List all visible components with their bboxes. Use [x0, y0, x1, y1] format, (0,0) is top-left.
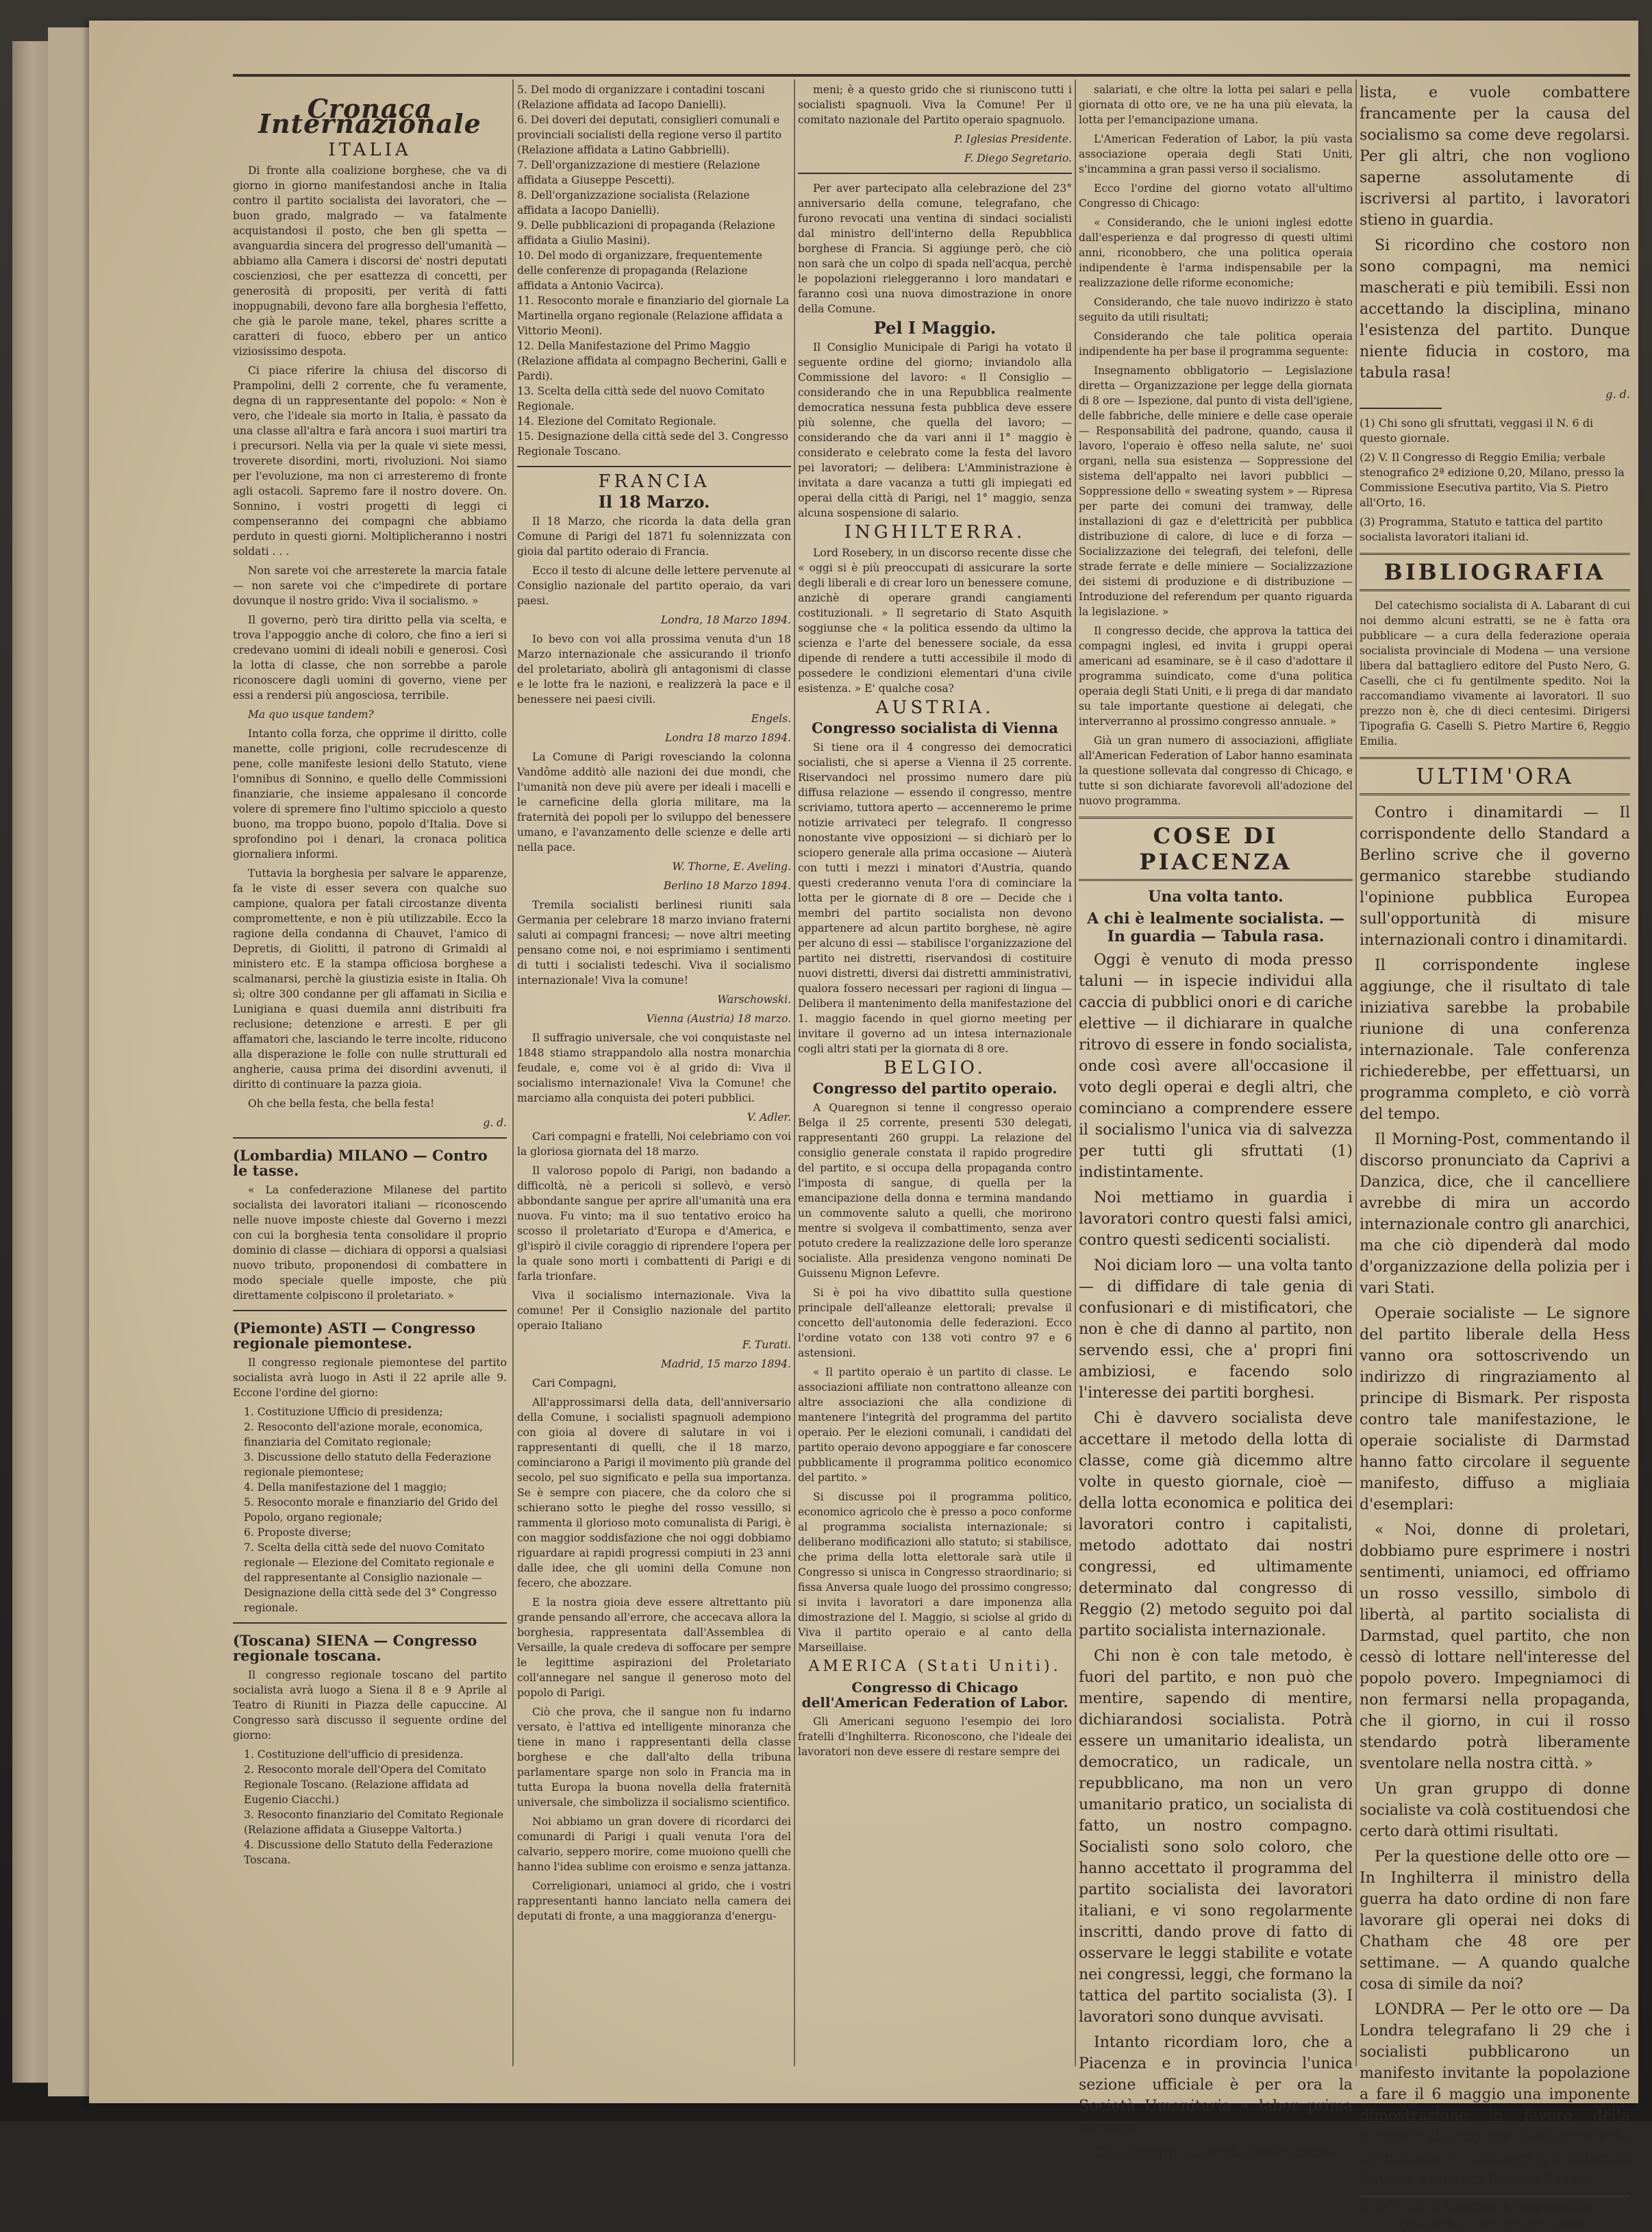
article-paragraph: Io bevo con voi alla prossima venuta d'un 18 Marzo internazionale che assicurando il trionfo del proletariato, abolirà gli antagonismi di classe e le lotte fra le nazioni, e realizzerà la pace e il benessere nei paesi civili. [517, 633, 791, 706]
article-paragraph: Di fronte alla coalizione borghese, che va di giorno in giorno manifestandosi anche in Italia contro il partito socialista dei lavoratori, che — buon grado, malgrado — va fatalmente acquistandosi il posto, che ben gli spetta — avanguardia sincera del progresso dell'umanità — abbiamo alla Camera i discorsi de' nostri deputati coscienziosi, che per esattezza di concetti, per generosità di propositi, per verità di fatti inoppugnabili, devono fare alla borghesia l'effetto, che già le parole mane, tekel, phares scritte a caratteri di fuoco, ebbero per un antico viziosissimo despota. [233, 164, 507, 358]
dateline: Vienna (Austria) 18 marzo. [646, 1013, 791, 1025]
article-paragraph: Il congresso decide, che approva la tattica dei compagni inglesi, ed invita i gruppi operai americani ad esaminare, se è il caso d'adottare il programma suindicato, come d'una politica operaia degli Stati Uniti, e li prega di dar mandato su tale importante questione ai delegati, che interverranno al prossimo congresso annuale. » [1079, 625, 1353, 728]
article-paragraph: Il suffragio universale, che voi conquistaste nel 1848 stiamo strappandolo alla nostra monarchia feudale, e, come voi è al grido di: Viva il socialismo internazionale! Viva la Comune! che marciamo alla conquista dei poteri pubblici. [517, 1032, 791, 1104]
dateline: Berlino 18 Marzo 1894. [663, 880, 791, 892]
article-paragraph: Il congresso regionale toscano del partito socialista avrà luogo a Siena il 8 e 9 Aprile al Teatro di Riuniti in Piazza delle capuccine. Al Congresso sarà discusso il seguente ordine del giorno: [233, 1669, 507, 1741]
article-paragraph: Si discusse poi il programma politico, economico agricolo che è presso a poco conforme al programma socialista internazionale; si deliberano modificazioni allo statuto; si stabilisce, che prima della lotta elettorale sarà utile il Congresso si unisca in Congresso straordinario; si fissa Anversa quale luogo del prossimo congresso; si invita i lavoratori a dare imponenza alla dimostrazione del I. Maggio, si sciolse al grido di Viva il partito operaio e al canto della Marseillaise. [798, 1491, 1072, 1654]
list-item: 15. Designazione della città sede del 3. Congresso Regionale Toscano. [517, 430, 788, 458]
section-title: Cronaca Internazionale [258, 93, 481, 139]
footnote: (2) V. Il Congresso di Reggio Emilia; verbale stenografico 2ª edizione 0,20, Milano, presso la Commissione Esecutiva partito, Via S. Pietro all'Orto, 16. [1360, 451, 1625, 509]
footnote: (3) Programma, Statuto e tattica del partito socialista lavoratori italiani id. [1360, 515, 1603, 543]
article-paragraph: Viva il socialismo internazionale. Viva la comune! Per il Consiglio nazionale del partito operaio Italiano [517, 1289, 791, 1332]
divider [1360, 408, 1442, 409]
article-heading-asti: (Piemonte) ASTI — Congresso regionale piemontese. [233, 1319, 476, 1352]
article-paragraph: Il Consiglio Municipale di Parigi ha votato il seguente ordine del giorno; inviandolo alla Commissione del lavoro: « Il Consiglio — considerando che in una Repubblica realmente democratica nessuna festa pubblica deve essere più solenne, che quella del lavoro; — considerando che da vari anni il 1° maggio è considerato e celebrato come la festa del lavoro pei lavoratori; — delibera: L'Amministrazione è invitata a dare vacanza a tutti gli impiegati ed operai della città di Parigi, nel 1° maggio, senza alcuna sospensione di salario. [798, 341, 1072, 519]
signature: g. d. [483, 1117, 507, 1129]
editor-imprint: G. DOUGLAS, Direttore e Responsabile. [1360, 2196, 1630, 2214]
signature: F. Diego Segretario. [964, 152, 1072, 164]
article-subheading: Pel I Maggio. [873, 318, 997, 338]
column-separator [512, 79, 514, 2066]
article-paragraph: Il governo, però tira diritto pella via scelta, e trova l'appoggio anche di coloro, che fino a ieri si credevano uomini di ideali nobili e generosi. Così la lotta di classe, che non sorrebbe a parole riconoscere dagli uomini di governo, viene per essi a rendersi più angosciosa, terribile. [233, 614, 507, 702]
section-heading-piacenza: COSE DI PIACENZA [1079, 817, 1353, 881]
column-2 [517, 82, 791, 2069]
article-paragraph: Noi abbiamo un gran dovere di ricordarci dei comunardi di Parigi i quali venuta l'ora del calvario, seppero morire, come muoiono quelli che hanno l'idea sublime con eroismo e senza jattanza. [517, 1815, 791, 1873]
article-paragraph: Cari compagni e fratelli, Noi celebriamo con voi la gloriosa giornata del 18 marzo. [517, 1130, 791, 1158]
article-paragraph: Intanto colla forza, che opprime il diritto, colle manette, colle prigioni, colle recrudescenze di pene, colle manifeste lesioni dello Statuto, viene l'omnibus di Sonnino, e quello delle Commissioni finanziarie, che insieme appalesano il concorde volere di spremere fino l'ultimo spicciolo a questo buono, ma troppo buono, popolo d'Italia. Dove si sprofondino poi i denari, la cronaca politica giornaliera informi. [233, 728, 507, 860]
article-paragraph: Oh che bella festa, che bella festa! [248, 1098, 435, 1110]
signature: Engels. [751, 712, 791, 725]
column-4 [1079, 82, 1353, 2161]
list-item: 2. Resoconto dell'azione morale, economica, finanziaria del Comitato regionale; [244, 1421, 484, 1448]
country-heading-austria: AUSTRIA. [875, 697, 994, 718]
list-item: 5. Resoconto morale e finanziario del Grido del Popolo, organo regionale; [244, 1496, 498, 1524]
article-paragraph: « Noi, donne di proletari, dobbiamo pure esprimere i nostri sentimenti, uniamoci, ed offriamo un rosso vessillo, simbolo di libertà, al partito socialista di Darmstad, quel partito, che non cessò di lottare nell'interesse del popolo povero. Impegniamoci di non fermarsi nella propaganda, che il giorno, in cui il rosso stendardo potrà liberamente sventolare nella nostra città. » [1360, 1522, 1630, 1772]
list-item: 7. Scelta della città sede del nuovo Comitato regionale — Elezione del Comitato regionale e del rappresentante al Consiglio nazionale — Designazione della città sede del 3° Congresso regionale. [244, 1541, 497, 1614]
dateline: Londra, 18 Marzo 1894. [660, 614, 791, 626]
divider [233, 1137, 507, 1139]
list-item: 6. Proposte diverse; [244, 1526, 351, 1539]
article-paragraph: Gli Americani seguono l'esempio dei loro fratelli d'Inghilterra. Riconoscono, che l'ideale dei lavoratori non deve essere di restare sempre dei [798, 1715, 1072, 1758]
column-separator [1355, 79, 1357, 2066]
list-item: 12. Della Manifestazione del Primo Maggio (Relazione affidata al compagno Becherini, Galli e Pardi). [517, 340, 787, 382]
article-paragraph: Considerando che tale politica operaia indipendente ha per base il programma seguente: [1079, 330, 1353, 358]
article-paragraph: Noi diciam loro — una volta tanto — di diffidare di tale genia di confusionari e di mistificatori, che non è che di danno al partito, non servendo essi, che a' propri fini ambiziosi, e facendo solo l'interesse dei partiti borghesi. [1079, 1257, 1353, 1402]
list-item: 3. Resoconto finanziario del Comitato Regionale (Relazione affidata a Giuseppe Valtorta.) [244, 1809, 504, 1836]
signature: F. Turati. [742, 1339, 791, 1351]
article-paragraph: « Considerando, che le unioni inglesi edotte dall'esperienza e dal progresso di questi ultimi anni, riconobbero, che una politica operaia indipendente è l'arma indispensabile per la realizzazione delle riforme economiche; [1079, 216, 1353, 289]
article-subheading: Il 18 Marzo. [598, 492, 710, 512]
article-paragraph: Intanto ricordiam loro, che a Piacenza e in provincia l'unica sezione ufficiale è per ora la Società Umanitaria « labor prima virtus ». [1079, 2034, 1353, 2136]
article-paragraph: Ecco l'ordine del giorno votato all'ultimo Congresso di Chicago: [1079, 182, 1353, 210]
list-item: 4. Discussione dello Statuto della Federazione Toscana. [244, 1839, 493, 1866]
article-paragraph: Ciò che prova, che il sangue non fu indarno versato, è l'attiva ed intelligente minoranza che tiene in mano i rappresentanti della classe borghese e che dall'alto della tribuna parlamentare sparge non solo in Francia ma in tutta Europa la buona novella della fraternità universale, che simbolizza il socialismo scientifico. [517, 1706, 791, 1809]
article-paragraph: lista, e vuole combattere francamente per la causa del socialismo sa come deve regolarsi. Per gli altri, che non vogliono saperne assolutamente di iscriversi al partito, i lavoratori stieno in guardia. [1360, 84, 1630, 229]
article-paragraph: La Comune di Parigi rovesciando la colonna Vandôme additò alle nazioni dei due mondi, che l'umanità non deve più avere per ideali i macelli e le carneficine della gloria militare, ma la fraternità dei popoli per lo sviluppo del benessere umano, e l'avanzamento delle scienze e delle arti nella pace. [517, 751, 791, 854]
footnote: (1) Chi sono gli sfruttati, veggasi il N. 6 di questo giornale. [1360, 417, 1594, 445]
list-item: 3. Discussione dello statuto della Federazione regionale piemontese; [244, 1451, 492, 1478]
article-paragraph: Già un gran numero di associazioni, affigliate all'American Federation of Labor hanno esaminata la questione sollevata dal congresso di Chicago, e tutte si son dichiarate favorevoli all'adozione del nuovo programma. [1079, 734, 1353, 807]
column-separator [1075, 79, 1076, 2066]
country-heading-inghilterra: INGHILTERRA. [844, 522, 1026, 543]
list-item: 8. Dell'organizzazione socialista (Relazione affidata a Iacopo Danielli). [517, 189, 750, 216]
article-subheading: Una volta tanto. [1148, 888, 1284, 906]
signature: Warschowski. [717, 993, 791, 1006]
divider [233, 1310, 507, 1311]
section-heading-bibliografia: BIBLIOGRAFIA [1360, 553, 1630, 591]
divider [233, 1622, 507, 1624]
article-paragraph: Il valoroso popolo di Parigi, non badando a difficoltà, nè a pericoli si sollevò, e versò abbondante sangue per aprire all'umanità una era nuova. Fu vinto; ma il suo tentativo eroico ha scosso il proletariato d'Europa e d'America, e gl'ispirò il civile coraggio di riprendere l'opera per la quale sono morti i combattenti di Parigi e di farla trionfare. [517, 1165, 791, 1282]
article-subheading: Congresso socialista di Vienna [811, 719, 1059, 736]
list-item: 14. Elezione del Comitato Regionale. [517, 415, 716, 427]
article-subheading: Congresso del partito operaio. [812, 1080, 1057, 1097]
article-subheading: A chi è lealmente socialista. — In guardia — Tabula rasa. [1087, 910, 1344, 945]
article-paragraph: Il congresso regionale piemontese del partito socialista avrà luogo in Asti il 22 aprile alle 9. Eccone l'ordine del giorno: [233, 1356, 507, 1399]
divider [517, 466, 791, 467]
article-paragraph: meni; è a questo grido che si riuniscono tutti i socialisti spagnuoli. Viva la Comune! Per il comitato nazionale del Partito operaio spagnuolo. [798, 84, 1072, 126]
printer-imprint: Tipografia Coop. fra gli Operai. [1397, 2218, 1593, 2232]
article-paragraph: Il Morning-Post, commentando il discorso pronunciato da Caprivi a Danzica, dice, che il cancelliere avrebbe di mira un accordo internazionale contro gli anarchici, ma che ciò dipenderà dal modo d'organizzazione della polizia per i vari Stati. [1360, 1131, 1630, 1297]
article-paragraph: Ci piace riferire la chiusa del discorso di Prampolini, delli 2 corrente, che fu veramente, degna di un rappresentante del popolo: « Non è vero, che l'ideale sia morto in Italia, è passato da una classe all'altra e farà ancora i suoi martiri tra i precursori. Nella via per la quale vi siete messi, troverete disordini, morti, rivoluzioni. Noi siamo per l'evoluzione, ma non ci arresteremo di fronte agli ostacoli. Sapremo fare il nostro dovere. On. Sonnino, i vostri progetti di leggi ci compenseranno dei compagni che abbiamo perduto in questi giorni. Moltiplicheranno i nostri soldati . . . [233, 364, 507, 558]
article-paragraph: LONDRA — Per le otto ore — Da Londra telegrafano li 29 che i socialisti pubblicarono un manifesto invitante la popolazione a fare il 6 maggio una imponente dimostrazione in favore della giornata di otto ore. Nel manifesto si indicano i vantaggi già ottenuti dove la giornata fu così fissata. [1360, 2001, 1630, 2188]
article-paragraph: Un gran gruppo di donne socialiste va colà costituendosi che certo darà ottimi risultati. [1360, 1781, 1630, 1840]
list-item: 6. Dei doveri dei deputati, consiglieri comunali e provinciali socialisti della regione verso il partito (Relazione affidata a Latino Gabbrielli). [517, 114, 781, 156]
article-paragraph: Chi è davvero socialista deve accettare il metodo della lotta di classe, come già dicemmo altre volte in questo giornale, cioè — della lotta economica e politica dei lavoratori contro i capitalisti, metodo adottato dai nostri congressi, ed ultimamente determinato dal congresso di Reggio (2) metodo seguito poi dal partito socialista internazionale. [1079, 1410, 1353, 1639]
article-subheading: Congresso di Chicago dell'American Federation of Labor. [801, 1679, 1068, 1711]
signature: V. Adler. [747, 1111, 791, 1124]
asti-agenda-list [244, 1404, 507, 1615]
dateline: Londra 18 marzo 1894. [665, 732, 791, 744]
article-paragraph: Per aver partecipato alla celebrazione del 23° anniversario della comune, telegrafano, che furono revocati una ventina di sindaci socialisti dal ministro dell'interno della Repubblica borghese di Francia. Si aggiunge però, che ciò non sarà che un colpo di spada nell'acqua, perchè le popolazioni rieleggeranno i loro mandatari e faranno così una nuova dimostrazione in onore della Comune. [798, 182, 1072, 315]
article-heading-milano: (Lombardia) MILANO — Contro le tasse. [233, 1147, 488, 1179]
article-paragraph: Il 18 Marzo, che ricorda la data della gran Comune di Parigi del 1871 fu solennizzata con gioia dal partito oderaio di Francia. [517, 515, 791, 558]
list-item: 1. Costituzione dell'ufficio di presidenza. [244, 1748, 464, 1761]
divider [798, 173, 1072, 174]
article-paragraph: Tremila socialisti berlinesi riuniti sala Germania per celebrare 18 marzo inviano fraterni saluti ai compagni francesi; — nove altri meeting pensano come noi, e noi esprimiamo i sentimenti di tutti i socialisti tedeschi. Viva il socialismo internazionale! Viva la comune! [517, 899, 791, 987]
article-paragraph: Per la questione delle otto ore — In Inghilterra il ministro della guerra ha dato ordine di non fare lavorare gli operai nei doks di Chatham che 48 ore per settimane. — A quando qualche cosa di simile da noi? [1360, 1848, 1630, 1993]
article-paragraph: Chi non è con tale metodo, è fuori del partito, e non può che mentire, sapendo di mentire, dichiarandosi socialista. Potrà essere un umanitario idealista, un democratico, un radicale, un repubblicano, ma non un vero umanitario pratico, un socialista di fatto, un nostro compagno. Socialisti sono solo coloro, che hanno accettato il programma del partito socialista dei lavoratori italiani, e vi sono regolarmente inscritti, dando prove di fatto di osservare le leggi stabilite e votate nei congressi, leggi, che formano la tattica del partito socialista (3). I lavoratori sono dunque avvisati. [1079, 1648, 1353, 2026]
list-item: 5. Del modo di organizzare i contadini toscani (Relazione affidata ad Iacopo Danielli). [517, 84, 765, 111]
signature: P. Iglesias Presidente. [954, 133, 1072, 145]
article-paragraph: Non sarete voi che arresterete la marcia fatale — non sarete voi che c'impedirete di portare dovunque il nostro grido: Viva il socialismo. » [233, 565, 507, 607]
article-heading-siena: (Toscana) SIENA — Congresso regionale toscana. [233, 1632, 477, 1664]
article-paragraph: Del catechismo socialista di A. Labarant di cui noi demmo alcuni estratti, se ne è fatta ora pubblicare — a cura della federazione operaia socialista provinciale di Modena — una versione libera dal battagliero editore del Pusto Nero, G. Caselli, che ci fu gentilmente spedito. Noi la raccomandiamo vivamente ai lavoratori. Il suo prezzo non è, che di dieci centesimi. Dirigersi Tipografia G. Caselli S. Pietro Martire 6, Reggio Emilia. [1360, 599, 1630, 747]
article-paragraph: E la nostra gioia deve essere altrettanto più grande pensando all'errore, che accecava allora la borghesia, rappresentata dall'Assemblea di Versaille, la quale credeva di soffocare per sempre le legittime aspirazioni del Proletariato coll'annegare nel sangue il generoso moto del popolo di Parigi. [517, 1596, 791, 1699]
article-paragraph: A Quaregnon si tenne il congresso operaio Belga il 25 corrente, presenti 530 delegati, rappresentanti 260 gruppi. La relazione del consiglio generale constata il rapido progredire del partito, e si occupa della propaganda contro l'imposta di sangue, di quella per la emancipazione della donna e termina mandando un commovente saluto a quelli, che morirono mentre si svolgeva il combattimento, senza aver potuto credere la realizzazione delle loro speranze socialiste. Alla presidenza vengono nominati De Guissenu Mignon Lefevre. [798, 1102, 1072, 1280]
article-paragraph: Chi dunque si sente leale socia- [1094, 2144, 1336, 2161]
dateline: Madrid, 15 marzo 1894. [661, 1358, 791, 1370]
top-rule [233, 74, 1630, 77]
article-paragraph: Si ricordino che costoro non sono compagni, ma nemici mascherati e più temibili. Essi non accettando la disciplina, minano l'esistenza del partito. Dunque niente fiducia in costoro, ma tabula rasa! [1360, 237, 1630, 382]
country-heading-america: AMERICA (Stati Uniti). [808, 1658, 1062, 1675]
column-3 [798, 82, 1072, 2069]
article-paragraph: Si è poi ha vivo dibattito sulla questione principale dell'alleanze elettorali; prevalse il concetto dell'autonomia delle federazioni. Ecco l'ordine votato con 138 voti contro 97 e 6 astensioni. [798, 1287, 1072, 1359]
list-item: 2. Resoconto morale dell'Opera del Comitato Regionale Toscano. (Relazione affidata ad Eugenio Ciacchi.) [244, 1763, 486, 1806]
list-item: 11. Resoconto morale e finanziario del giornale La Martinella organo regionale (Relazione affidata a Vittorio Meoni). [517, 295, 789, 337]
signature: g. d. [1605, 388, 1630, 401]
article-paragraph: « La confederazione Milanese del partito socialista dei lavoratori italiani — riconoscendo nelle nuove imposte chieste dal Governo i mezzi con cui la borghesia tenta consolidare il proprio dominio di classe — dichiara di opporsi a qualsiasi nuovo tributo, proponendosi di combattere in modo speciale quelle imposte, che più direttamente colpiscono il proletariato. » [233, 1184, 507, 1302]
article-paragraph: Operaie socialiste — Le signore del partito liberale della Hess vanno ora sottoscrivendo un indirizzo di ringraziamento al principe di Bismark. Per risposta contro tale manifestazione, le operaie socialiste di Darmstad hanno fatto circolare il seguente manifesto, diffuso a migliaia d'esemplari: [1360, 1305, 1630, 1513]
article-paragraph: Correligionari, uniamoci al grido, che i vostri rappresentanti hanno lanciato nella camera dei deputati di fronte, a una maggioranza d'energu- [517, 1880, 791, 1922]
article-paragraph: Oggi è venuto di moda presso taluni — in ispecie individui alla caccia di pubblici onori e di cariche elettive — il dichiarare in qualche ritrovo di essere in fondo socialista, onde così avere all'occasione il voto degli operai e degli altri, che cominciano a comprendere essere il socialismo l'unica via di salvezza per tutti gli sfruttati (1) indistintamente. [1079, 952, 1353, 1181]
article-paragraph: Il corrispondente inglese aggiunge, che il risultato di tale iniziativa sarebbe la probabile riunione di una conferenza internazionale. Tale conferenza richiederebbe, per effettuarsi, un programma completo, e ciò vorrà del tempo. [1360, 957, 1630, 1123]
article-paragraph: Cari Compagni, [532, 1377, 617, 1389]
article-paragraph: Ma quo usque tandem? [248, 708, 374, 721]
siena-agenda-continued [517, 82, 791, 459]
section-heading-ultimora: ULTIM'ORA [1360, 757, 1630, 795]
article-paragraph: salariati, e che oltre la lotta pei salari e pella giornata di otto ore, ve ne ha una più elevata, la lotta per l'emancipazione umana. [1079, 84, 1353, 126]
list-item: 9. Delle pubblicazioni di propaganda (Relazione affidata a Giulio Masini). [517, 219, 775, 247]
article-paragraph: Noi mettiamo in guardia i lavoratori contro questi falsi amici, contro questi sedicenti socialisti. [1079, 1189, 1353, 1249]
siena-agenda-list [244, 1747, 507, 1868]
column-separator [794, 79, 795, 2066]
article-paragraph: Ecco il testo di alcune delle lettere pervenute al Consiglio nazionale del partito operaio, da vari paesi. [517, 565, 791, 607]
signature: W. Thorne, E. Aveling. [672, 860, 791, 873]
column-5 [1360, 82, 1630, 2232]
list-item: 7. Dell'organizzazione di mestiere (Relazione affidata a Giuseppe Pescetti). [517, 159, 760, 186]
list-item: 4. Della manifestazione del 1 maggio; [244, 1481, 447, 1493]
article-paragraph: Contro i dinamitardi — Il corrispondente dello Standard a Berlino scrive che il governo germanico starebbe studiando l'opinione pubblica Europea sull'opportunità di misure internazionali contro i dinamitardi. [1360, 804, 1630, 949]
article-paragraph: « Il partito operaio è un partito di classe. Le associazioni affiliate non contrattono alleanze con altre associazioni che alla condizione di mantenere l'integrità del programma del partito operaio. Per le elezioni comunali, i candidati del partito operaio devono appoggiare e far conoscere pubblicamente il programma politico economico del partito. » [798, 1366, 1072, 1484]
list-item: 1. Costituzione Ufficio di presidenza; [244, 1406, 443, 1418]
article-paragraph: Si tiene ora il 4 congresso dei democratici socialisti, che si aperse a Vienna il 25 corrente. Riservandoci nel prossimo numero dare più diffusa relazione — essendo il congresso, mentre scriviamo, tuttora aperto — accenneremo le prime notizie arrivateci per telegrafo. Il congresso nonostante vive opposizioni — si dichiarò per lo sciopero generale alla prima occasione — Aiuterà con tutti i mezzi i minatori d'Austria, quando questi crederanno venuta l'ora di cominciare la lotta per le giornate di 8 ore — Decide che i membri del partito socialista non devono appartenere ad alcun partito borghese, nè agire per alcuno di essi — stabilisce l'organizzazione del partito nei distretti, riservandosi di costituire nuovi distretti, diversi dai distretti amministrativi, qualora fossero necessari per ragioni di lingua — Delibera il mantenimento della manifestazione del 1. maggio facendo in quel giorno meeting per invitare il governo ad un intesa internazionale cogli altri stati per la giornata di 8 ore. [798, 741, 1072, 1055]
article-paragraph: Tuttavia la borghesia per salvare le apparenze, fa le viste di esser severa con qualche suo campione, qualora per fatali circostanze diventa compromettente, e non è più utilizzabile. Ecco la ragione della condanna di Chauvet, l'amico di Depretis, di Giolitti, il patrono di Grimaldi al ministero etc. E la stampa officiosa borghese a scalmanarsi, perchè la giustizia esiste in Italia. Oh sì; oltre 300 condanne per gli affamati in Sicilia e Lunigiana e quasi duemila anni distribuiti fra reclusione; detenzione e arresti. E per gli affamatori che, lasciando le terre incolte, riducono alla disperazione le folle con nulle strutturali ed angherie, causa prima dei disordini avvenuti, il diritto di continuare la pazza gioia. [233, 867, 507, 1091]
list-item: 10. Del modo di organizzare, frequentemente delle conferenze di propaganda (Relazione affidata a Antonio Vacirca). [517, 249, 762, 292]
column-1 [233, 82, 507, 2069]
list-item: 13. Scelta della città sede del nuovo Comitato Regionale. [517, 385, 765, 412]
country-heading-italia: ITALIA [328, 140, 412, 160]
article-paragraph: Lord Rosebery, in un discorso recente disse che « oggi si è più preoccupati di assicurare la sorte degli liberali e di crear loro un benessere comune, anzichè di operare grandi cangiamenti costituzionali. » Il segretario di Stato Asquith soggiunse che « la politica essendo da ultimo la scienza e l'arte del benessere sociale, da essa dipende di rendere a tutti accessibile il modo di possedere le condizioni elementari d'una civile esistenza. » E' qualche cosa? [798, 547, 1072, 695]
article-paragraph: Considerando, che tale nuovo indirizzo è stato seguito da utili risultati; [1079, 296, 1353, 323]
article-paragraph: Insegnamento obbligatorio — Legislazione diretta — Organizzazione per legge della giornata di 8 ore — Ispezione, dal punto di vista dell'igiene, delle fabbriche, delle miniere e delle case operaie — Responsabilità del padrone, quando, causa il lavoro, l'operaio è offeso nella salute, ne' suoi organi, nella sua esistenza — Soppressione del sistema dell'appalto nei lavori pubblici — Soppressione dello « sweating system » — Ripresa per parte dei comuni dei tramway, delle installazioni di gaz e d'elettricità per pubblica distribuzione di calore, di luce e di forza — Socializzazione dei telegrafi, dei telefoni, delle strade ferrate e delle miniere — Socializzazione dei sistemi di produzione e di distribuzione — Introduzione del referendum per quanto riguarda la legislazione. » [1079, 364, 1353, 618]
article-paragraph: All'approssimarsi della data, dell'anniversario della Comune, i socialisti spagnuoli adempiono con gioia al dovere di salutare in voi i rappresentanti di quelli, che il 18 marzo, cominciarono a Parigi il movimento più grande del secolo, pel suo significato e pella sua importanza. Se è sempre con piacere, che da coloro che si schierano sotto le pieghe del rosso vessillo, si rammenta il glorioso moto comunalista di Parigi, è con maggior soddisfazione che noi oggi dobbiamo riguardare ai rapidi progressi compiuti in 23 anni dalle idee, che gli uomini della Comune non fecero, che abozzare. [517, 1396, 791, 1589]
article-paragraph: L'American Federation of Labor, la più vasta associazione operaia degli Stati Uniti, s'incammina a gran passi verso il socialismo. [1079, 133, 1353, 175]
country-heading-belgio: BELGIO. [884, 1058, 986, 1078]
country-heading-francia: FRANCIA [598, 471, 710, 492]
